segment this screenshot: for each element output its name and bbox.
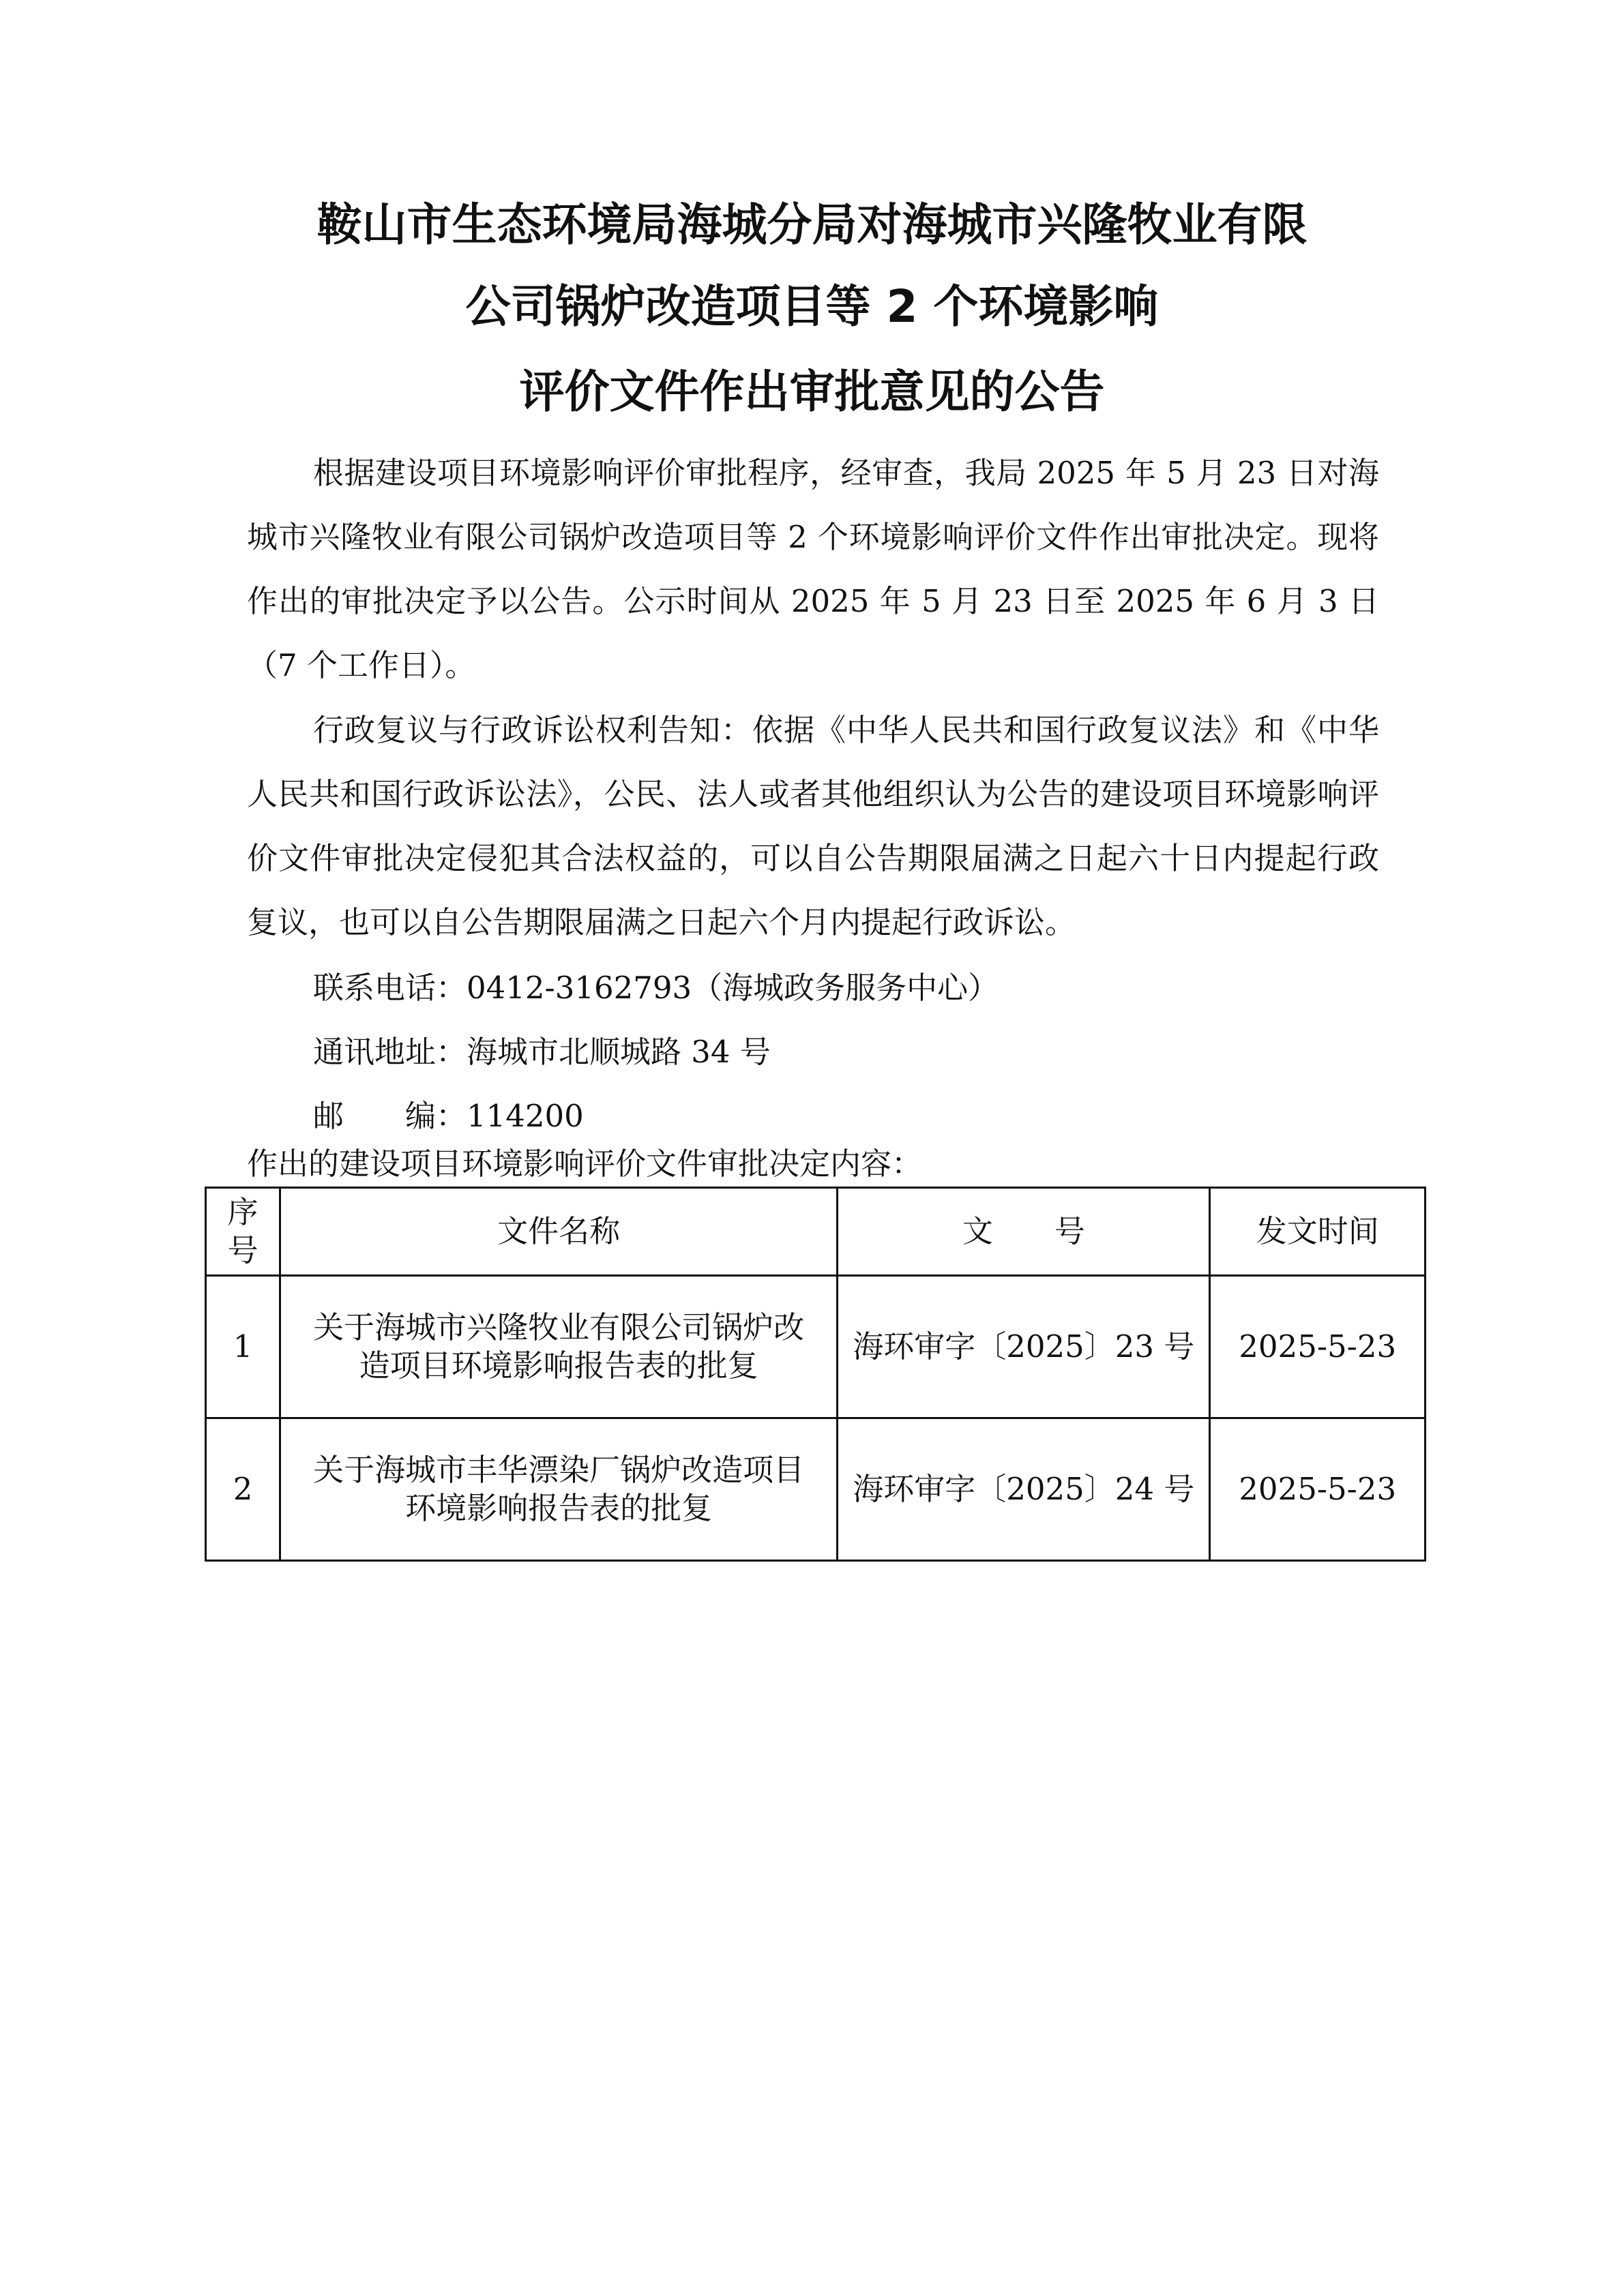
table-intro: 作出的建设项目环境影响评价文件审批决定内容： bbox=[247, 1146, 923, 1182]
title-line-3: 评价文件作出审批意见的公告 bbox=[519, 366, 1105, 418]
contact-phone: 联系电话：0412-3162793（海城政务服务中心） bbox=[313, 970, 999, 1006]
header-issue-date: 发文时间 bbox=[1210, 1188, 1426, 1276]
table-header-row bbox=[206, 1188, 1426, 1276]
header-doc-number: 文 号 bbox=[838, 1188, 1210, 1276]
header-file-name: 文件名称 bbox=[280, 1188, 838, 1276]
postcode-value: 114200 bbox=[467, 1098, 584, 1134]
title-line-2: 公司锅炉改造项目等 2 个环境影响 bbox=[465, 280, 1159, 333]
approval-table bbox=[205, 1187, 1426, 1562]
row-doc-number: 海环审字〔2025〕23 号 bbox=[838, 1276, 1210, 1418]
row-file-name bbox=[280, 1276, 838, 1418]
row-file-name-line2: 造项目环境影响报告表的批复 bbox=[359, 1347, 758, 1384]
approval-paragraph: 根据建设项目环境影响评价审批程序，经审查，我局 2025 年 5 月 23 日对海城市兴隆牧业有限公司锅炉改造项目等 2 个环境影响评价文件作出审批决定。现将作出的审批决定予以公告。公示时间从 2025 年 5 月 23 日至 2025 年 6 月 3 日（7 个工作日）。 bbox=[247, 455, 1379, 683]
row-file-name-line2: 环境影响报告表的批复 bbox=[405, 1490, 713, 1526]
postcode-label: 邮 编： bbox=[313, 1098, 467, 1134]
contact-address: 通讯地址：海城市北顺城路 34 号 bbox=[313, 1034, 771, 1070]
table-row bbox=[206, 1276, 1426, 1418]
row-seq: 2 bbox=[206, 1418, 280, 1561]
header-seq-top: 序 bbox=[227, 1194, 259, 1230]
header-seq bbox=[206, 1188, 280, 1276]
row-seq: 1 bbox=[206, 1276, 280, 1418]
header-seq-bottom: 号 bbox=[227, 1232, 259, 1268]
row-doc-number: 海环审字〔2025〕24 号 bbox=[838, 1418, 1210, 1561]
row-file-name-line1: 关于海城市兴隆牧业有限公司锅炉改 bbox=[313, 1309, 805, 1345]
row-file-name bbox=[280, 1418, 838, 1561]
row-issue-date: 2025-5-23 bbox=[1210, 1418, 1426, 1561]
table-row bbox=[206, 1418, 1426, 1561]
row-file-name-line1: 关于海城市丰华漂染厂锅炉改造项目 bbox=[313, 1452, 805, 1488]
row-issue-date: 2025-5-23 bbox=[1210, 1276, 1426, 1418]
rights-notice-paragraph: 行政复议与行政诉讼权利告知：依据《中华人民共和国行政复议法》和《中华人民共和国行政诉讼法》，公民、法人或者其他组织认为公告的建设项目环境影响评价文件审批决定侵犯其合法权益的，可以自公告期限届满之日起六十日内提起行政复议，也可以自公告期限届满之日起六个月内提起行政诉讼。 bbox=[247, 712, 1379, 940]
title-line-1: 鞍山市生态环境局海城分局对海城市兴隆牧业有限 bbox=[316, 198, 1308, 251]
